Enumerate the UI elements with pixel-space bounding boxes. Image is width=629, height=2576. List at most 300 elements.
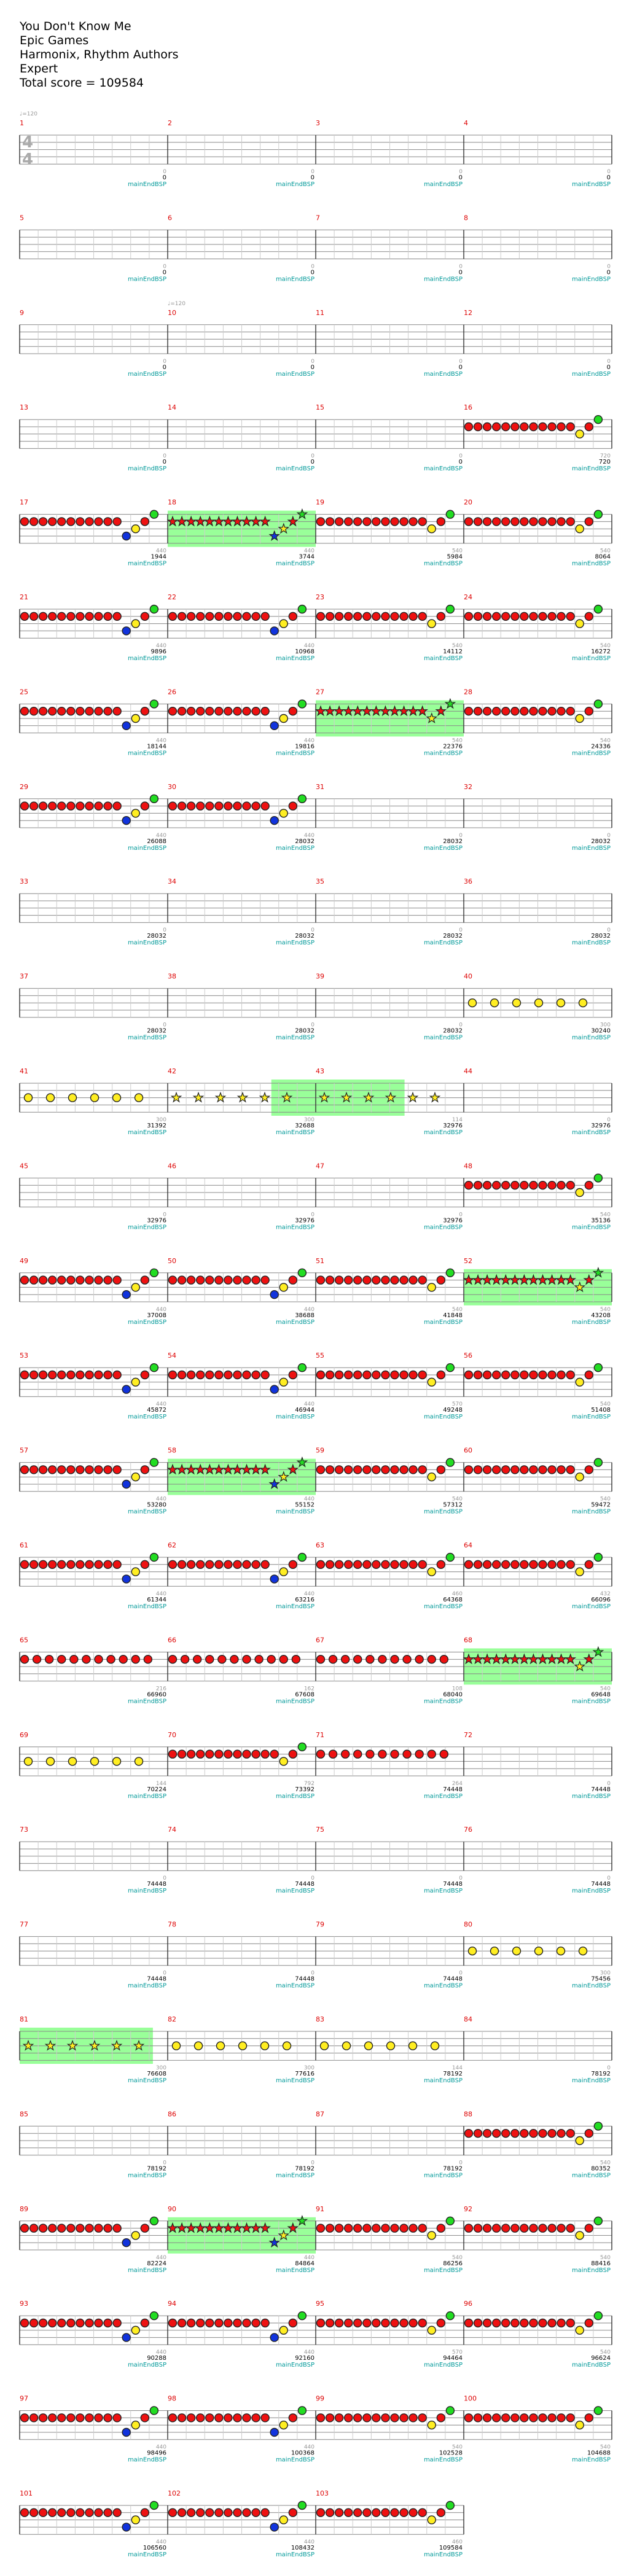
measure-number: 50 (168, 1256, 176, 1265)
note-red (317, 2224, 325, 2232)
note-blue (122, 2333, 130, 2341)
note-green (594, 700, 602, 708)
note-red (511, 2224, 519, 2232)
note-red (539, 423, 547, 431)
note-red (95, 2319, 103, 2327)
measure-points: 0 (607, 2065, 611, 2071)
note-red (58, 2414, 66, 2422)
measure-number: 73 (20, 1826, 28, 1834)
measure-points: 0 (607, 1117, 611, 1123)
measure-points: 0 (607, 169, 611, 175)
section-label: mainEndBSP (423, 2267, 463, 2274)
note-green (298, 700, 306, 708)
measure-number: 54 (168, 1352, 176, 1360)
measure-number: 40 (464, 972, 472, 981)
note-red (381, 612, 389, 620)
measure-points: 0 (163, 1022, 166, 1029)
measure-score: 0 (606, 174, 611, 181)
note-green (446, 2217, 454, 2225)
note-red (326, 1466, 334, 1474)
note-red (566, 707, 574, 715)
note-red (326, 518, 334, 526)
note-red (261, 2319, 269, 2327)
measure-score: 0 (458, 364, 463, 371)
note-red (224, 1276, 232, 1284)
measure-number: 21 (20, 593, 28, 601)
measure-score: 74448 (295, 1881, 314, 1888)
note-green (298, 1554, 306, 1562)
note-red (381, 1371, 389, 1379)
note-red (104, 2319, 112, 2327)
note-red (206, 1560, 214, 1568)
note-red (21, 1371, 29, 1379)
note-red (585, 1181, 593, 1189)
note-red (502, 707, 510, 715)
note-yellow (428, 1283, 436, 1291)
note-red (409, 1276, 417, 1284)
measure-score: 24336 (591, 743, 611, 750)
note-red (131, 1656, 139, 1664)
note-red (33, 1656, 41, 1664)
measure-number: 103 (316, 2489, 329, 2497)
measure-score: 74448 (443, 1881, 463, 1888)
section-label: mainEndBSP (571, 1129, 611, 1136)
note-red (400, 518, 408, 526)
measure-number: 47 (316, 1162, 324, 1170)
note-red (557, 1371, 565, 1379)
measure-number: 70 (168, 1730, 176, 1739)
measure-number: 52 (464, 1256, 472, 1265)
measure-points: 0 (607, 263, 611, 270)
note-green (446, 1554, 454, 1562)
section-label: mainEndBSP (423, 940, 463, 947)
note-yellow (387, 2042, 395, 2050)
measure-number: 11 (316, 308, 324, 317)
measure-points: 144 (451, 2065, 463, 2071)
note-red (381, 1560, 389, 1568)
note-red (104, 1560, 112, 1568)
note-red (511, 1560, 519, 1568)
note-red (474, 612, 482, 620)
note-red (548, 1466, 556, 1474)
note-red (474, 707, 482, 715)
measure-score: 16272 (591, 648, 611, 655)
note-red (85, 518, 93, 526)
note-red (326, 2414, 334, 2422)
section-label: mainEndBSP (127, 1034, 166, 1041)
note-yellow (279, 2516, 287, 2524)
note-red (30, 2319, 38, 2327)
note-red (187, 612, 195, 620)
note-yellow (428, 1473, 436, 1481)
section-label: mainEndBSP (275, 1982, 314, 1990)
note-red (289, 707, 297, 715)
section-label: mainEndBSP (423, 370, 463, 378)
measure-number: 101 (20, 2489, 33, 2497)
note-red (21, 1276, 29, 1284)
note-red (243, 2508, 251, 2516)
note-red (372, 612, 380, 620)
measure-points: 0 (311, 1970, 314, 1977)
note-yellow (491, 999, 499, 1007)
measure-number: 31 (316, 782, 324, 791)
note-red (85, 1466, 93, 1474)
note-red (474, 1371, 482, 1379)
note-red (529, 707, 537, 715)
measure-points: 0 (607, 1780, 611, 1787)
note-red (539, 612, 547, 620)
note-red (215, 612, 223, 620)
measure-points: 432 (600, 1591, 611, 1597)
note-red (372, 1466, 380, 1474)
note-red (403, 1656, 411, 1664)
note-red (197, 1560, 205, 1568)
section-label: mainEndBSP (127, 2456, 166, 2464)
measure-score: 98496 (147, 2450, 166, 2457)
measure-number: 13 (20, 403, 28, 412)
note-green (594, 2407, 602, 2415)
song-artist: Epic Games (20, 34, 89, 47)
note-red (76, 1276, 84, 1284)
note-red (193, 1656, 201, 1664)
measure-points: 300 (155, 2065, 166, 2071)
note-red (317, 1466, 325, 1474)
measure-number: 5 (20, 214, 24, 222)
note-green (150, 2502, 158, 2510)
note-red (95, 518, 103, 526)
note-red (85, 1371, 93, 1379)
note-red (233, 2319, 241, 2327)
note-red (76, 1560, 84, 1568)
measure-number: 95 (316, 2300, 324, 2308)
section-label: mainEndBSP (275, 465, 314, 473)
note-red (483, 2414, 491, 2422)
measure-number: 97 (20, 2394, 28, 2403)
note-red (187, 1560, 195, 1568)
note-red (502, 1466, 510, 1474)
note-red (326, 1560, 334, 1568)
note-red (391, 1466, 399, 1474)
note-red (418, 1371, 426, 1379)
note-yellow (131, 2326, 139, 2334)
note-green (150, 1458, 158, 1466)
measure-points: 440 (155, 1401, 166, 1408)
measure-points: 540 (600, 1401, 611, 1408)
measure-points: 0 (459, 1970, 463, 1977)
note-red (409, 612, 417, 620)
note-red (95, 1560, 103, 1568)
note-red (39, 802, 47, 810)
note-red (465, 707, 473, 715)
note-yellow (131, 620, 139, 628)
measure-score: 8064 (595, 553, 611, 561)
note-yellow (283, 2042, 291, 2050)
measure-points: 0 (163, 263, 166, 270)
note-red (58, 2319, 66, 2327)
measure-points: 440 (303, 2444, 314, 2451)
note-red (585, 1371, 593, 1379)
section-label: mainEndBSP (571, 1224, 611, 1231)
note-red (67, 2508, 75, 2516)
note-red (141, 518, 149, 526)
measure-points: 440 (155, 832, 166, 839)
note-red (557, 1466, 565, 1474)
note-red (230, 1656, 238, 1664)
note-red (335, 1466, 343, 1474)
note-red (49, 802, 57, 810)
note-red (391, 2319, 399, 2327)
note-red (391, 612, 399, 620)
note-red (354, 1276, 362, 1284)
note-red (493, 2414, 501, 2422)
note-blue (122, 2429, 130, 2437)
note-red (465, 1181, 473, 1189)
note-yellow (428, 1378, 436, 1386)
note-red (141, 707, 149, 715)
measure-points: 540 (451, 1306, 463, 1313)
note-red (187, 2414, 195, 2422)
section-label: mainEndBSP (423, 2362, 463, 2369)
measure-number: 15 (316, 403, 324, 412)
section-label: mainEndBSP (423, 1414, 463, 1421)
measure-number: 37 (20, 972, 28, 981)
measure-number: 98 (168, 2394, 176, 2403)
note-red (437, 2224, 445, 2232)
note-red (178, 2414, 186, 2422)
note-red (354, 1656, 362, 1664)
note-red (437, 518, 445, 526)
note-red (206, 1276, 214, 1284)
section-label: mainEndBSP (127, 844, 166, 852)
note-red (440, 1656, 448, 1664)
note-red (493, 1371, 501, 1379)
note-red (493, 612, 501, 620)
measure-points: 440 (155, 1306, 166, 1313)
note-red (465, 2414, 473, 2422)
note-red (372, 1371, 380, 1379)
measure-score: 28032 (295, 933, 314, 940)
measure-number: 79 (316, 1920, 324, 1929)
note-red (415, 1656, 423, 1664)
note-red (224, 802, 232, 810)
note-red (378, 1656, 386, 1664)
note-red (289, 2319, 297, 2327)
note-red (104, 2224, 112, 2232)
note-red (76, 1371, 84, 1379)
note-yellow (261, 2042, 269, 2050)
tempo-marker: ♩=120 (168, 300, 186, 307)
note-red (104, 1276, 112, 1284)
note-red (493, 2130, 501, 2138)
note-red (113, 518, 121, 526)
star-note-yellow (171, 1093, 181, 1102)
note-red (418, 2319, 426, 2327)
note-red (95, 1466, 103, 1474)
note-red (21, 1656, 29, 1664)
note-red (178, 802, 186, 810)
note-red (391, 1560, 399, 1568)
measure-points: 0 (459, 832, 463, 839)
note-red (141, 1560, 149, 1568)
note-red (354, 2319, 362, 2327)
note-yellow (135, 1757, 143, 1765)
measure-points: 0 (459, 1212, 463, 1218)
note-red (21, 2319, 29, 2327)
note-red (104, 2508, 112, 2516)
note-red (141, 1466, 149, 1474)
note-red (474, 518, 482, 526)
measure-number: 12 (464, 308, 472, 317)
note-red (95, 2224, 103, 2232)
note-red (243, 2319, 251, 2327)
note-green (150, 1554, 158, 1562)
note-red (39, 1276, 47, 1284)
note-red (58, 2508, 66, 2516)
note-yellow (25, 1094, 33, 1102)
measure-number: 90 (168, 2204, 176, 2213)
note-red (502, 2414, 510, 2422)
section-label: mainEndBSP (571, 2077, 611, 2084)
note-yellow (557, 999, 565, 1007)
note-yellow (47, 1094, 55, 1102)
note-red (363, 518, 371, 526)
note-red (270, 1750, 278, 1758)
note-yellow (69, 1757, 77, 1765)
note-red (539, 1181, 547, 1189)
measure-score: 59472 (591, 1501, 611, 1509)
measure-score: 19816 (295, 743, 314, 750)
measure-score: 90288 (147, 2355, 166, 2362)
measure-score: 0 (162, 269, 166, 276)
note-red (372, 2414, 380, 2422)
note-red (178, 1371, 186, 1379)
measure-points: 440 (303, 832, 314, 839)
measure-number: 60 (464, 1446, 472, 1455)
note-yellow (217, 2042, 225, 2050)
note-yellow (576, 715, 584, 723)
measure-number: 67 (316, 1636, 324, 1644)
note-red (181, 1656, 189, 1664)
note-red (267, 1656, 275, 1664)
note-red (329, 1750, 337, 1758)
note-yellow (25, 1757, 33, 1765)
measure-score: 57312 (443, 1501, 463, 1509)
measure-points: 440 (303, 1306, 314, 1313)
measure-number: 25 (20, 688, 28, 696)
section-label: mainEndBSP (127, 1603, 166, 1610)
note-red (215, 1750, 223, 1758)
note-red (206, 1371, 214, 1379)
note-red (261, 1750, 269, 1758)
note-red (391, 2224, 399, 2232)
note-red (113, 2319, 121, 2327)
note-red (483, 707, 491, 715)
note-red (187, 707, 195, 715)
note-red (243, 1750, 251, 1758)
note-red (585, 612, 593, 620)
section-label: mainEndBSP (571, 2172, 611, 2179)
note-red (317, 2319, 325, 2327)
note-red (141, 802, 149, 810)
note-red (243, 802, 251, 810)
measure-score: 78192 (443, 2071, 463, 2077)
note-red (400, 2319, 408, 2327)
note-red (391, 1656, 399, 1664)
note-red (243, 1656, 251, 1664)
note-red (317, 1560, 325, 1568)
measure-number: 30 (168, 782, 176, 791)
note-blue (122, 1481, 130, 1488)
note-red (548, 707, 556, 715)
note-blue (122, 1385, 130, 1393)
note-red (354, 2508, 362, 2516)
note-red (363, 1560, 371, 1568)
note-red (252, 612, 260, 620)
note-red (557, 1560, 565, 1568)
note-red (187, 802, 195, 810)
measure-score: 74448 (147, 1881, 166, 1888)
note-red (335, 1560, 343, 1568)
note-yellow (535, 1947, 543, 1955)
note-yellow (131, 1283, 139, 1291)
measure-score: 28032 (443, 933, 463, 940)
note-red (400, 1560, 408, 1568)
note-red (566, 518, 574, 526)
measure-score: 69648 (591, 1691, 611, 1699)
note-red (483, 1560, 491, 1568)
note-red (233, 1750, 241, 1758)
note-red (95, 2414, 103, 2422)
note-red (67, 1466, 75, 1474)
note-red (261, 1560, 269, 1568)
note-yellow (576, 1378, 584, 1386)
section-label: mainEndBSP (127, 370, 166, 378)
measure-number: 32 (464, 782, 472, 791)
section-label: mainEndBSP (423, 1792, 463, 1800)
note-red (58, 518, 66, 526)
note-red (76, 2224, 84, 2232)
note-red (400, 2508, 408, 2516)
note-yellow (279, 620, 287, 628)
measure-score: 49248 (443, 1407, 463, 1414)
note-red (169, 2319, 177, 2327)
note-red (539, 1466, 547, 1474)
measure-number: 85 (20, 2110, 28, 2119)
note-red (391, 2508, 399, 2516)
note-red (76, 2508, 84, 2516)
measure-number: 3 (316, 119, 320, 127)
note-red (243, 1276, 251, 1284)
measure-number: 91 (316, 2204, 324, 2213)
note-blue (270, 1385, 278, 1393)
note-red (58, 1560, 66, 1568)
measure-points: 0 (459, 169, 463, 175)
note-red (30, 1560, 38, 1568)
measure-score: 0 (606, 364, 611, 371)
measure-score: 28032 (147, 1027, 166, 1035)
measure-score: 10968 (295, 648, 314, 655)
note-red (381, 518, 389, 526)
section-label: mainEndBSP (127, 276, 166, 283)
note-red (539, 1560, 547, 1568)
measure-score: 5984 (447, 553, 463, 561)
note-red (465, 423, 473, 431)
note-red (76, 518, 84, 526)
note-yellow (279, 2326, 287, 2334)
measure-number: 23 (316, 593, 324, 601)
measure-number: 20 (464, 498, 472, 507)
note-red (483, 518, 491, 526)
